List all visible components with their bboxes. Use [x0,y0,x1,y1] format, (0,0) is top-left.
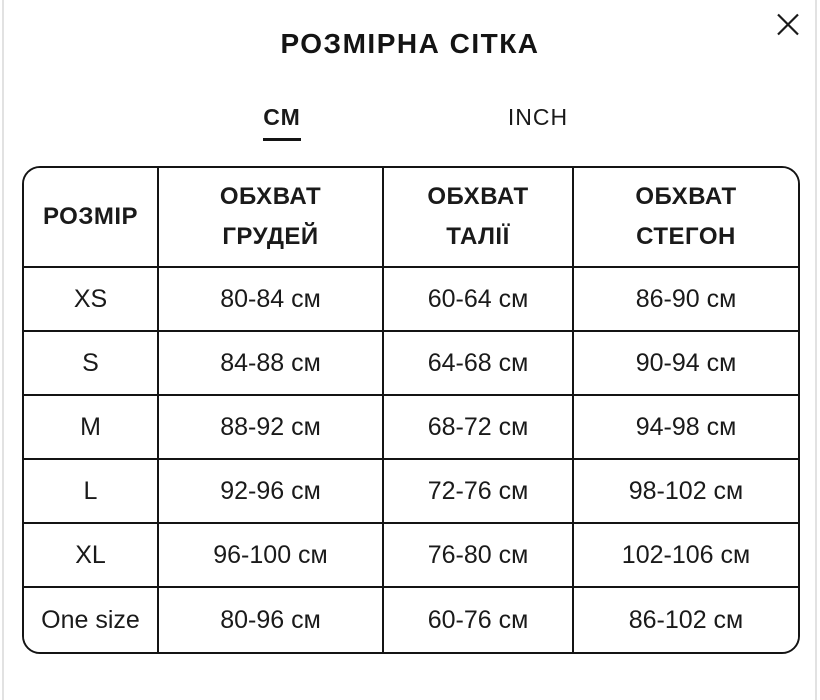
page-title: РОЗМІРНА СІТКА [280,28,540,59]
size-table-border [22,166,800,654]
size-cell: One size [24,588,159,652]
waist-cell: 72-76 см [384,460,574,524]
modal-left-edge [2,0,4,700]
chest-cell: 88-92 см [159,396,384,460]
chest-cell: 96-100 см [159,524,384,588]
size-cell: M [24,396,159,460]
hips-cell: 98-102 см [574,460,798,524]
tab-cm[interactable] [154,104,410,141]
waist-cell: 64-68 см [384,332,574,396]
hips-cell: 102-106 см [574,524,798,588]
column-header-waist: ОБХВАТ ТАЛІЇ [384,168,574,268]
tab-cm-label: СМ [263,104,300,141]
column-header-hips: ОБХВАТ СТЕГОН [574,168,798,268]
chest-cell: 80-96 см [159,588,384,652]
hips-cell: 86-90 см [574,268,798,332]
waist-cell: 60-76 см [384,588,574,652]
close-icon [776,13,800,36]
chest-cell: 92-96 см [159,460,384,524]
size-cell: S [24,332,159,396]
unit-tabs [0,104,820,141]
size-cell: XL [24,524,159,588]
modal-right-edge [815,0,817,700]
size-table [24,168,798,652]
chest-cell: 80-84 см [159,268,384,332]
waist-cell: 68-72 см [384,396,574,460]
waist-cell: 76-80 см [384,524,574,588]
size-cell: XS [24,268,159,332]
waist-cell: 60-64 см [384,268,574,332]
close-button[interactable] [769,5,807,43]
hips-cell: 94-98 см [574,396,798,460]
size-cell: L [24,460,159,524]
tab-inch-label: INCH [507,104,569,130]
chest-cell: 84-88 см [159,332,384,396]
tab-inch[interactable] [410,104,666,141]
column-header-size: РОЗМІР [24,168,159,268]
hips-cell: 90-94 см [574,332,798,396]
hips-cell: 86-102 см [574,588,798,652]
column-header-chest: ОБХВАТ ГРУДЕЙ [159,168,384,268]
